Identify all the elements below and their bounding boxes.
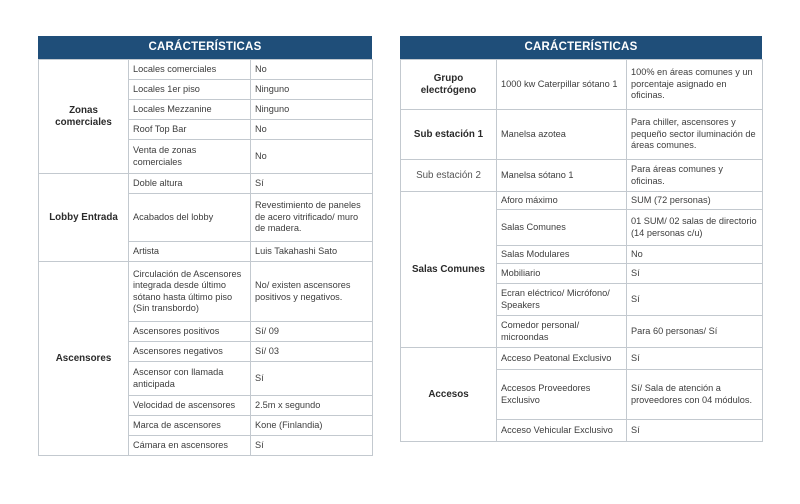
group-cell-lobby-entrada: Lobby Entrada <box>39 174 129 262</box>
row-label: Accesos Proveedores Exclusivo <box>497 370 627 420</box>
row-value: Para 60 personas/ Sí <box>627 316 763 348</box>
row-value: Ninguno <box>251 80 373 100</box>
group-cell-sub-estacion-1: Sub estación 1 <box>401 110 497 160</box>
row-label: Cámara en ascensores <box>129 436 251 456</box>
right-table-body <box>400 59 763 442</box>
row-label: Acceso Vehicular Exclusivo <box>497 420 627 442</box>
row-value: Luis Takahashi Sato <box>251 242 373 262</box>
row-label: Locales comerciales <box>129 60 251 80</box>
table-row <box>39 262 373 322</box>
row-value: No <box>251 140 373 174</box>
table-row <box>39 60 373 80</box>
row-value: Sí <box>251 436 373 456</box>
row-value: Sí/ Sala de atención a proveedores con 04 módulos. <box>627 370 763 420</box>
row-value: Sí <box>251 174 373 194</box>
row-label: Roof Top Bar <box>129 120 251 140</box>
row-label: 1000 kw Caterpillar sótano 1 <box>497 60 627 110</box>
row-value: No <box>251 60 373 80</box>
table-row <box>401 348 763 370</box>
left-table-body <box>38 59 373 456</box>
left-characteristics-table <box>38 36 372 456</box>
right-characteristics-table <box>400 36 762 442</box>
table-row <box>401 160 763 192</box>
group-cell-accesos: Accesos <box>401 348 497 442</box>
table-row <box>401 60 763 110</box>
group-cell-salas-comunes: Salas Comunes <box>401 192 497 348</box>
row-value: 01 SUM/ 02 salas de directorio (14 personas c/u) <box>627 210 763 246</box>
row-label: Manelsa azotea <box>497 110 627 160</box>
row-label: Salas Modulares <box>497 246 627 264</box>
row-label: Marca de ascensores <box>129 416 251 436</box>
row-label: Acabados del lobby <box>129 194 251 242</box>
row-value: Sí <box>627 420 763 442</box>
row-label: Doble altura <box>129 174 251 194</box>
row-value: Kone (Finlandia) <box>251 416 373 436</box>
row-value: Sí <box>627 264 763 284</box>
row-value: Para chiller, ascensores y pequeño sector iluminación de áreas comunes. <box>627 110 763 160</box>
row-value: Sí <box>251 362 373 396</box>
row-label: Velocidad de ascensores <box>129 396 251 416</box>
group-cell-ascensores: Ascensores <box>39 262 129 456</box>
row-value: 100% en áreas comunes y un porcentaje asignado en oficinas. <box>627 60 763 110</box>
row-label: Circulación de Ascensores integrada desde último sótano hasta último piso (Sin transbordo) <box>129 262 251 322</box>
row-label: Ascensor con llamada anticipada <box>129 362 251 396</box>
row-label: Venta de zonas comerciales <box>129 140 251 174</box>
row-label: Ascensores positivos <box>129 322 251 342</box>
row-label: Manelsa sótano 1 <box>497 160 627 192</box>
row-label: Ecran eléctrico/ Micrófono/ Speakers <box>497 284 627 316</box>
row-value: No/ existen ascensores positivos y negativos. <box>251 262 373 322</box>
row-value: Sí/ 03 <box>251 342 373 362</box>
row-label: Acceso Peatonal Exclusivo <box>497 348 627 370</box>
row-value: No <box>627 246 763 264</box>
row-value: No <box>251 120 373 140</box>
group-cell-zonas-comerciales: Zonas comerciales <box>39 60 129 174</box>
row-value: 2.5m x segundo <box>251 396 373 416</box>
row-value: Ninguno <box>251 100 373 120</box>
row-value: Revestimiento de paneles de acero vitrificado/ muro de madera. <box>251 194 373 242</box>
row-label: Salas Comunes <box>497 210 627 246</box>
row-label: Ascensores negativos <box>129 342 251 362</box>
row-label: Artista <box>129 242 251 262</box>
row-value: Sí/ 09 <box>251 322 373 342</box>
table-row <box>401 192 763 210</box>
group-cell-sub-estacion-2: Sub estación 2 <box>401 160 497 192</box>
row-label: Aforo máximo <box>497 192 627 210</box>
left-table-header: CARÁCTERÍSTICAS <box>38 36 372 59</box>
right-table-header: CARÁCTERÍSTICAS <box>400 36 762 59</box>
row-label: Comedor personal/ microondas <box>497 316 627 348</box>
row-label: Mobiliario <box>497 264 627 284</box>
row-value: Para áreas comunes y oficinas. <box>627 160 763 192</box>
row-label: Locales 1er piso <box>129 80 251 100</box>
table-row <box>401 110 763 160</box>
row-value: SUM (72 personas) <box>627 192 763 210</box>
row-value: Sí <box>627 348 763 370</box>
row-label: Locales Mezzanine <box>129 100 251 120</box>
row-value: Sí <box>627 284 763 316</box>
group-cell-grupo-electrogeno: Grupo electrógeno <box>401 60 497 110</box>
table-row <box>39 174 373 194</box>
